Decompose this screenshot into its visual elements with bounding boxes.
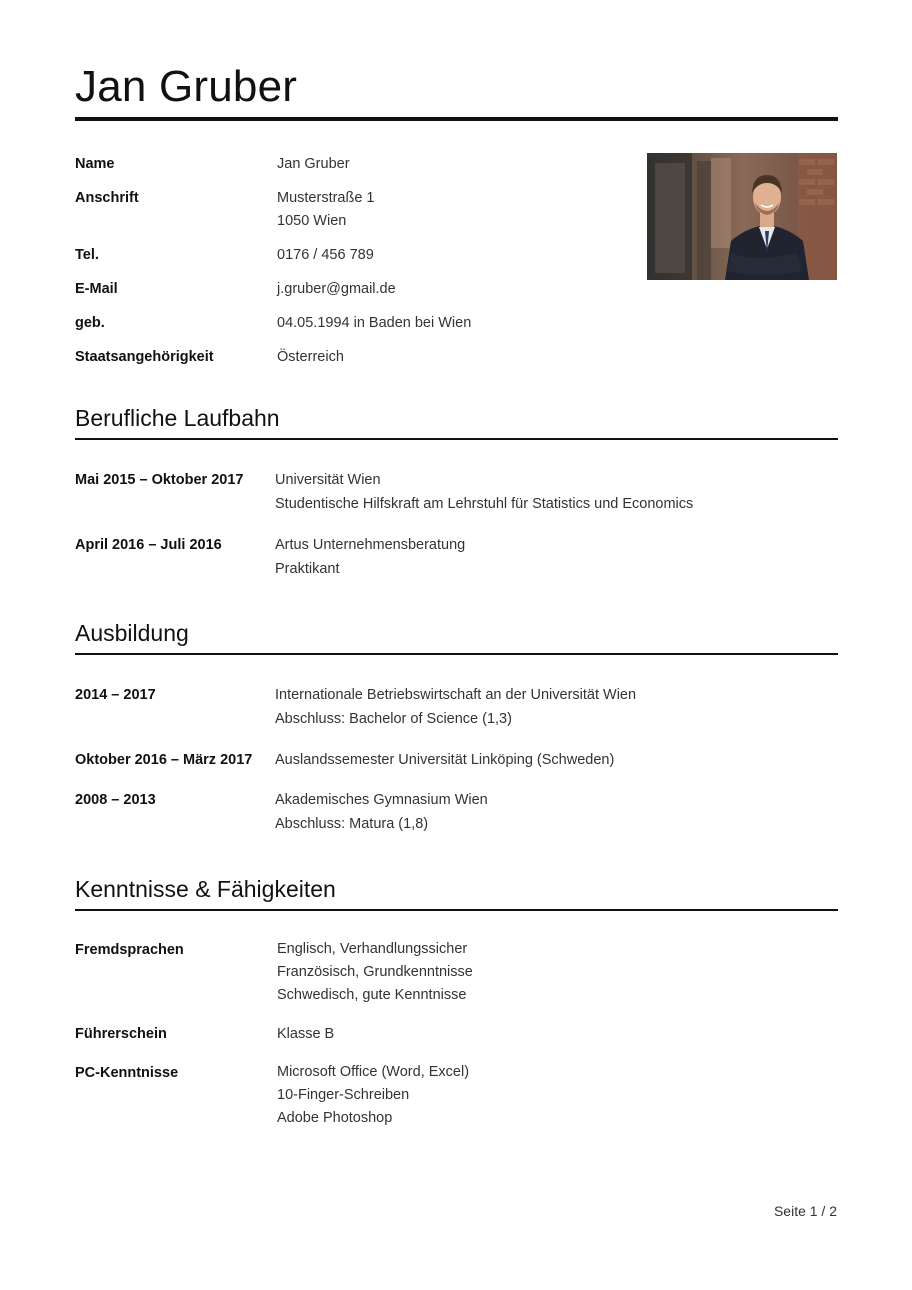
license-label: Führerschein bbox=[75, 1026, 167, 1042]
pc-skills-value bbox=[277, 1061, 469, 1130]
education-entry-date: 2014 – 2017 bbox=[75, 687, 156, 703]
pc-skill-item: Microsoft Office (Word, Excel) bbox=[277, 1064, 470, 1080]
career-entry-details bbox=[275, 468, 693, 516]
languages-label: Fremdsprachen bbox=[75, 942, 184, 958]
page-title: Jan Gruber bbox=[75, 62, 298, 111]
section-title-skills: Kenntnisse & Fähigkeiten bbox=[75, 876, 336, 902]
birth-label: geb. bbox=[75, 315, 105, 331]
birth-value: 04.05.1994 in Baden bei Wien bbox=[277, 315, 472, 331]
title-divider bbox=[75, 117, 838, 121]
phone-value: 0176 / 456 789 bbox=[277, 247, 374, 263]
address-value bbox=[277, 187, 375, 233]
career-entry-date: Mai 2015 – Oktober 2017 bbox=[75, 472, 244, 488]
section-title-education: Ausbildung bbox=[75, 620, 189, 646]
education-entry-line: Akademisches Gymnasium Wien bbox=[275, 792, 488, 808]
license-value: Klasse B bbox=[277, 1026, 335, 1042]
section-title-career: Berufliche Laufbahn bbox=[75, 405, 280, 431]
nationality-label: Staatsangehörigkeit bbox=[75, 349, 214, 365]
name-label: Name bbox=[75, 156, 115, 172]
career-entry-line: Artus Unternehmensberatung bbox=[275, 537, 466, 553]
section-divider-skills bbox=[75, 909, 838, 911]
email-label: E-Mail bbox=[75, 281, 118, 297]
career-entry-date: April 2016 – Juli 2016 bbox=[75, 537, 222, 553]
education-entry-date: 2008 – 2013 bbox=[75, 792, 156, 808]
education-entry-line: Abschluss: Bachelor of Science (1,3) bbox=[275, 711, 512, 727]
pc-skills-label: PC-Kenntnisse bbox=[75, 1065, 179, 1081]
phone-label: Tel. bbox=[75, 247, 99, 263]
profile-photo bbox=[647, 153, 837, 280]
language-item: Schwedisch, gute Kenntnisse bbox=[277, 987, 467, 1003]
education-entry-details bbox=[275, 788, 488, 836]
email-value: j.gruber@gmail.de bbox=[277, 281, 396, 297]
language-item: Französisch, Grundkenntnisse bbox=[277, 964, 473, 980]
career-entry-line: Praktikant bbox=[275, 561, 340, 577]
career-entry-line: Studentische Hilfskraft am Lehrstuhl für Statistics und Economics bbox=[275, 496, 694, 512]
education-entry-line: Abschluss: Matura (1,8) bbox=[275, 816, 429, 832]
pc-skill-item: Adobe Photoshop bbox=[277, 1110, 393, 1126]
language-item: Englisch, Verhandlungssicher bbox=[277, 941, 468, 957]
education-entry-date: Oktober 2016 – März 2017 bbox=[75, 752, 253, 768]
section-divider-education bbox=[75, 653, 838, 655]
section-divider-career bbox=[75, 438, 838, 440]
career-entry-details bbox=[275, 533, 465, 581]
page-number: Seite 1 / 2 bbox=[773, 1203, 837, 1219]
nationality-value: Österreich bbox=[277, 349, 344, 365]
name-value: Jan Gruber bbox=[277, 156, 350, 172]
education-entry-line: Internationale Betriebswirtschaft an der Universität Wien bbox=[275, 687, 637, 703]
address-line-1: Musterstraße 1 bbox=[277, 190, 375, 206]
pc-skill-item: 10-Finger-Schreiben bbox=[277, 1087, 410, 1103]
education-entry-details bbox=[275, 683, 636, 731]
address-line-2: 1050 Wien bbox=[277, 213, 347, 229]
education-entry-details bbox=[275, 748, 614, 772]
address-label: Anschrift bbox=[75, 190, 139, 206]
career-entry-line: Universität Wien bbox=[275, 472, 381, 488]
education-entry-line: Auslandssemester Universität Linköping (Schweden) bbox=[275, 752, 615, 768]
languages-value bbox=[277, 938, 473, 1007]
